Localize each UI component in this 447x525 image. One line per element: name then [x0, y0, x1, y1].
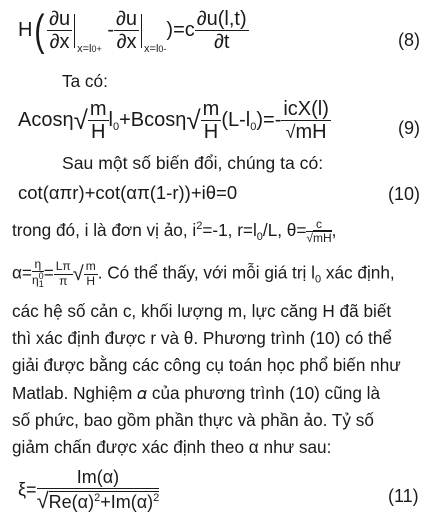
eq11-number: (11) — [388, 486, 419, 506]
para-line-7: số phức, bao gồm phần thực và phần ảo. Tỷ số — [12, 410, 374, 430]
equation-9: Acosη√ $\frac{m}{H}$ $l_0+Bcos\eta√$ $\frac{m}{H}$ $(L-l_0)=-$ $\frac{\text{icX(l)}}{√mH}$ — [18, 98, 329, 143]
eq8-H: H — [18, 18, 33, 41]
equation-8: H( $\frac{\partial u}{\partial x}$ $_{x=l0+}$ - $\frac{\partial u}{\partial x}$ $_{x=l0-}$)=c $\frac{\partial u(l,t)}{\partial t}$ — [18, 5, 247, 55]
para-line-6: Matlab. Nghiệm 𝛼 của phương trình (10) cũng là — [12, 383, 381, 403]
intro-eq10: Sau một số biến đổi, chúng ta có: — [62, 153, 324, 173]
eq9-number: (9) — [398, 118, 420, 138]
equation-11: ξ= $\frac{Im(\alpha)}{√Re(\alpha)^2+Im(\alpha)^2}$ — [18, 467, 160, 513]
para-line-3: các hệ số cản c, khối lượng m, lực căng H đã biết — [12, 301, 392, 321]
para-line-8: giảm chấn được xác định theo α như sau: — [12, 437, 332, 457]
ta-co-text: Ta có: — [62, 71, 108, 91]
eq10-number: (10) — [388, 184, 421, 204]
eq8-frac1: $\frac{\partial u}{\partial x}$ — [49, 8, 71, 53]
eq8-number: (8) — [398, 30, 420, 50]
equation-10: cot(απr)+cot(απ(1-r))+iθ=0 — [18, 182, 238, 203]
eq8-frac3: $\frac{\partial u(l,t)}{\partial t}$ — [196, 8, 247, 53]
para-line-5: giải được bằng các công cụ toán học phổ biến như — [12, 355, 401, 375]
para-line-4: thì xác định được r và θ. Phương trình (10) có thể — [12, 328, 392, 348]
eq8-frac2: $\frac{\partial u}{\partial x}$ — [116, 8, 138, 53]
para-line-1: trong đó, i là đơn vị ảo, $i^2=-1$, $r=l_0/L$, θ= $\frac{c}{√mH}$ , — [12, 216, 337, 245]
para-line-2: α= $\frac{\eta}{\eta^0_1}$ = $\frac{L\pi}{\pi}$ √ $\frac{m}{H}$ . Có thể thấy, với mỗi giá trị $l_0$ xác định, — [12, 257, 395, 290]
